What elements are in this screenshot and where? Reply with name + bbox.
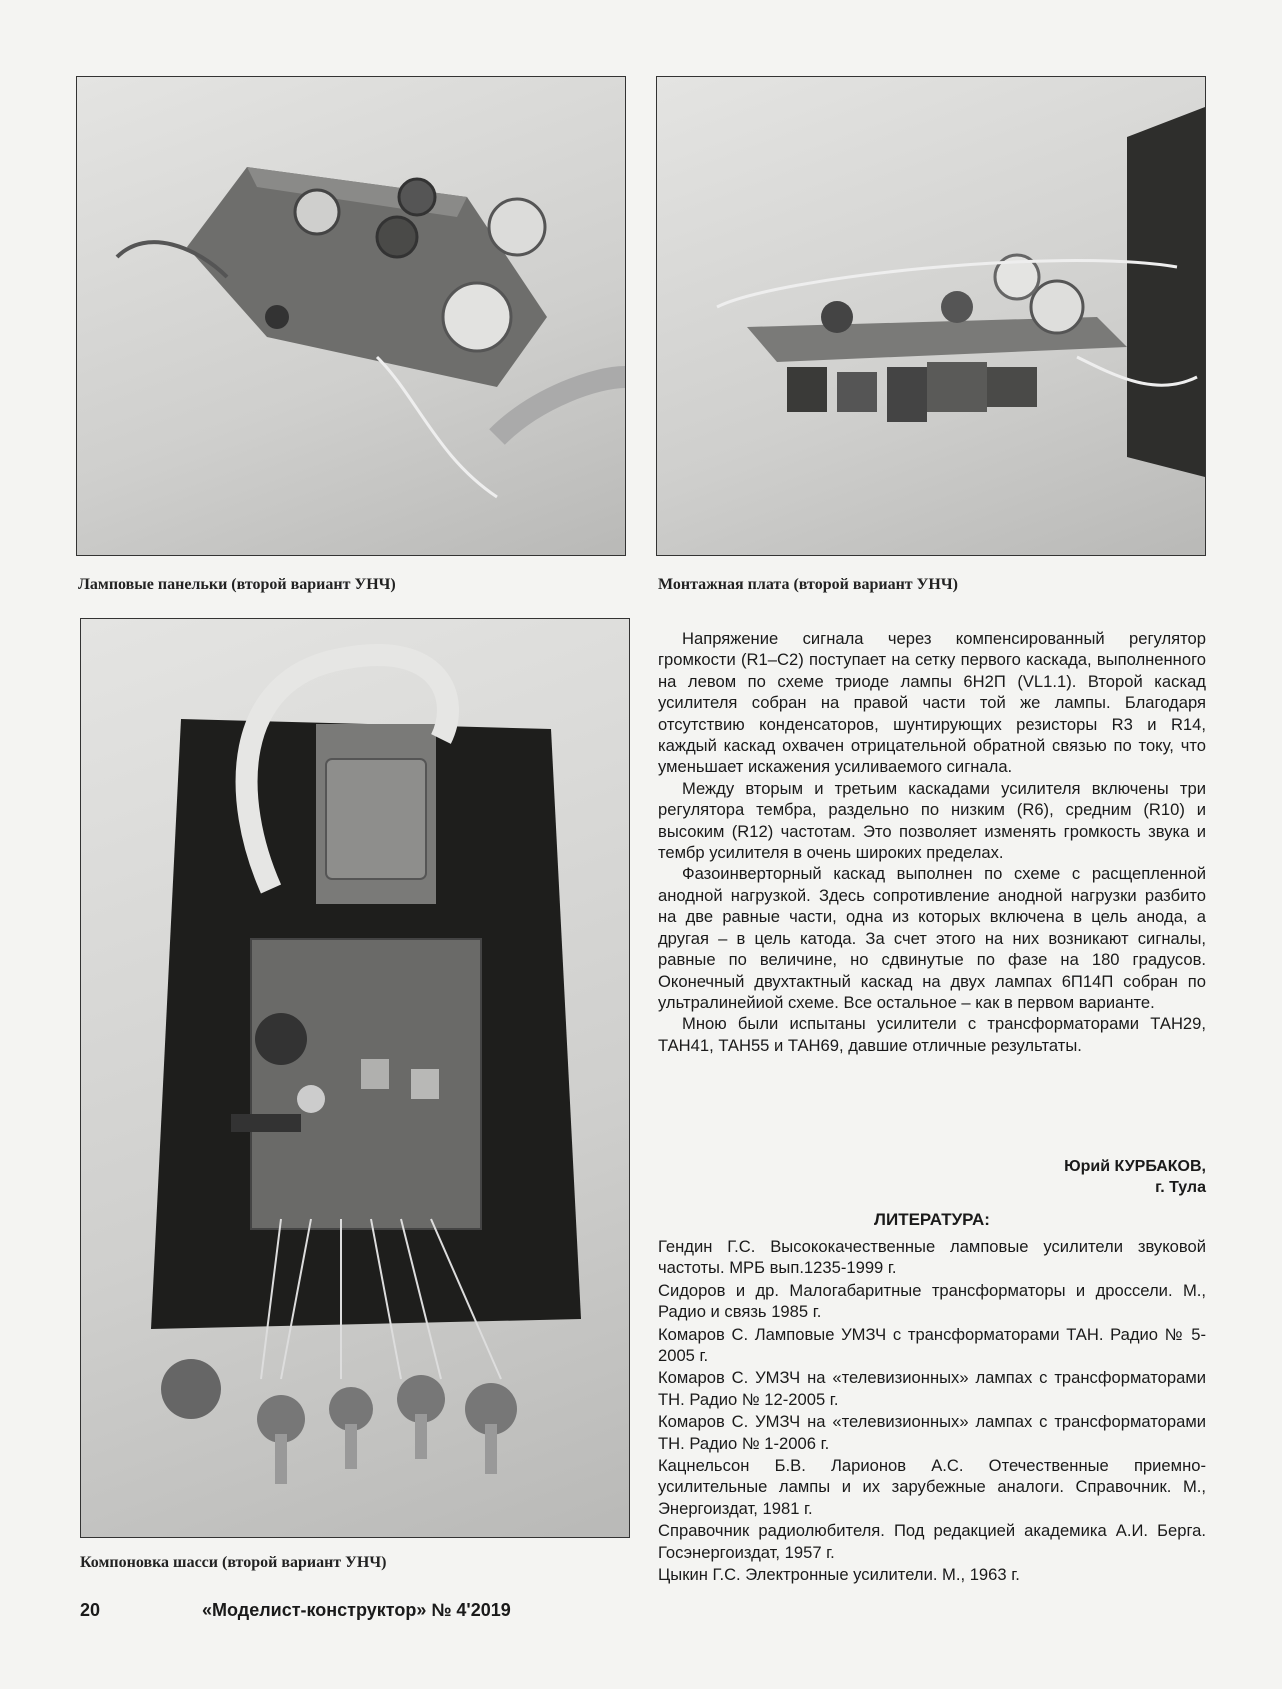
photo-mounting-board bbox=[656, 76, 1206, 556]
literature-item: Комаров С. Ламповые УМЗЧ с трансформаторами ТАН. Радио № 5-2005 г. bbox=[658, 1324, 1206, 1366]
photo-tube-sockets bbox=[76, 76, 626, 556]
photo-caption-1: Ламповые панельки (второй вариант УНЧ) bbox=[78, 576, 396, 593]
literature-item: Гендин Г.С. Высококачественные ламповые усилители звуковой частоты. МРБ вып.1235-1999 г. bbox=[658, 1237, 1206, 1278]
article-body bbox=[658, 628, 1206, 1056]
page-number: 20 bbox=[80, 1600, 101, 1620]
author-name: Юрий КУРБАКОВ, bbox=[1064, 1158, 1206, 1175]
mounting-board-illustration bbox=[657, 77, 1205, 555]
author-city: г. Тула bbox=[1155, 1179, 1206, 1196]
photo-chassis-layout bbox=[80, 618, 630, 1538]
article-paragraph: Напряжение сигнала через компенсированный регулятор громкости (R1–C2) поступает на сетку первого каскада, выполненного на левом по схеме триоде лампы 6Н2П (VL1.1). Второй каскад усилителя собран на правой части той же лампы. Благодаря отсутствию конденсаторов, шунтирующих резисторы R3 и R14, каждый каскад охвачен отрицательной обратной связью по току, что уменьшает искажения усиливаемого сигнала. bbox=[658, 629, 1206, 777]
photo-caption-2: Монтажная плата (второй вариант УНЧ) bbox=[658, 576, 958, 593]
literature-item: Цыкин Г.С. Электронные усилители. М., 1963 г. bbox=[658, 1565, 1020, 1585]
article-paragraph: Мною были испытаны усилители с трансформаторами ТАН29, ТАН41, ТАН55 и ТАН69, давшие отличные результаты. bbox=[658, 1014, 1206, 1055]
magazine-title: «Моделист-конструктор» № 4'2019 bbox=[202, 1600, 511, 1620]
photo-caption-3: Компоновка шасси (второй вариант УНЧ) bbox=[80, 1554, 387, 1571]
chassis-layout-illustration bbox=[81, 619, 629, 1537]
literature-item: Комаров С. УМЗЧ на «телевизионных» лампах с трансформаторами ТН. Радио № 1-2006 г. bbox=[658, 1412, 1206, 1453]
article-paragraph: Между вторым и третьим каскадами усилителя включены три регулятора тембра, раздельно по низким (R6), средним (R10) и высоким (R12) частотам. Это позволяет изменять громкость звука и тембр усилителя в очень широких пределах. bbox=[658, 778, 1206, 863]
literature-heading: ЛИТЕРАТУРА: bbox=[874, 1210, 990, 1229]
article-paragraph: Фазоинверторный каскад выполнен по схеме с расщепленной анодной нагрузкой. Здесь сопротивление анодной нагрузки разбито на две равные части, одна из которых включена в цель анода, а другая – в цель катода. За счет этого на них возникают сигналы, равные по величине, но сдвинутые по фазе на 180 градусов. Оконечный двухтактный каскад на двух лампах 6П14П собран по ультралинейиой схеме. Все остальное – как в первом варианте. bbox=[658, 864, 1206, 1012]
literature-list bbox=[658, 1236, 1206, 1587]
literature-item: Сидоров и др. Малогабаритные трансформаторы и дроссели. М., Радио и связь 1985 г. bbox=[658, 1280, 1206, 1322]
author-signature bbox=[1064, 1156, 1206, 1198]
literature-item: Комаров С. УМЗЧ на «телевизионных» лампах с трансформаторами ТН. Радио № 12-2005 г. bbox=[658, 1368, 1206, 1409]
literature-item: Кацнельсон Б.В. Ларионов А.С. Отечественные приемно-усилительные лампы и их зарубежные аналоги. Справочник. М., Энергоиздат, 1981 г. bbox=[658, 1456, 1206, 1518]
literature-item: Справочник радиолюбителя. Под редакцией академика А.И. Берга. Госэнергоиздат, 1957 г. bbox=[658, 1521, 1206, 1562]
tube-sockets-illustration bbox=[77, 77, 625, 555]
